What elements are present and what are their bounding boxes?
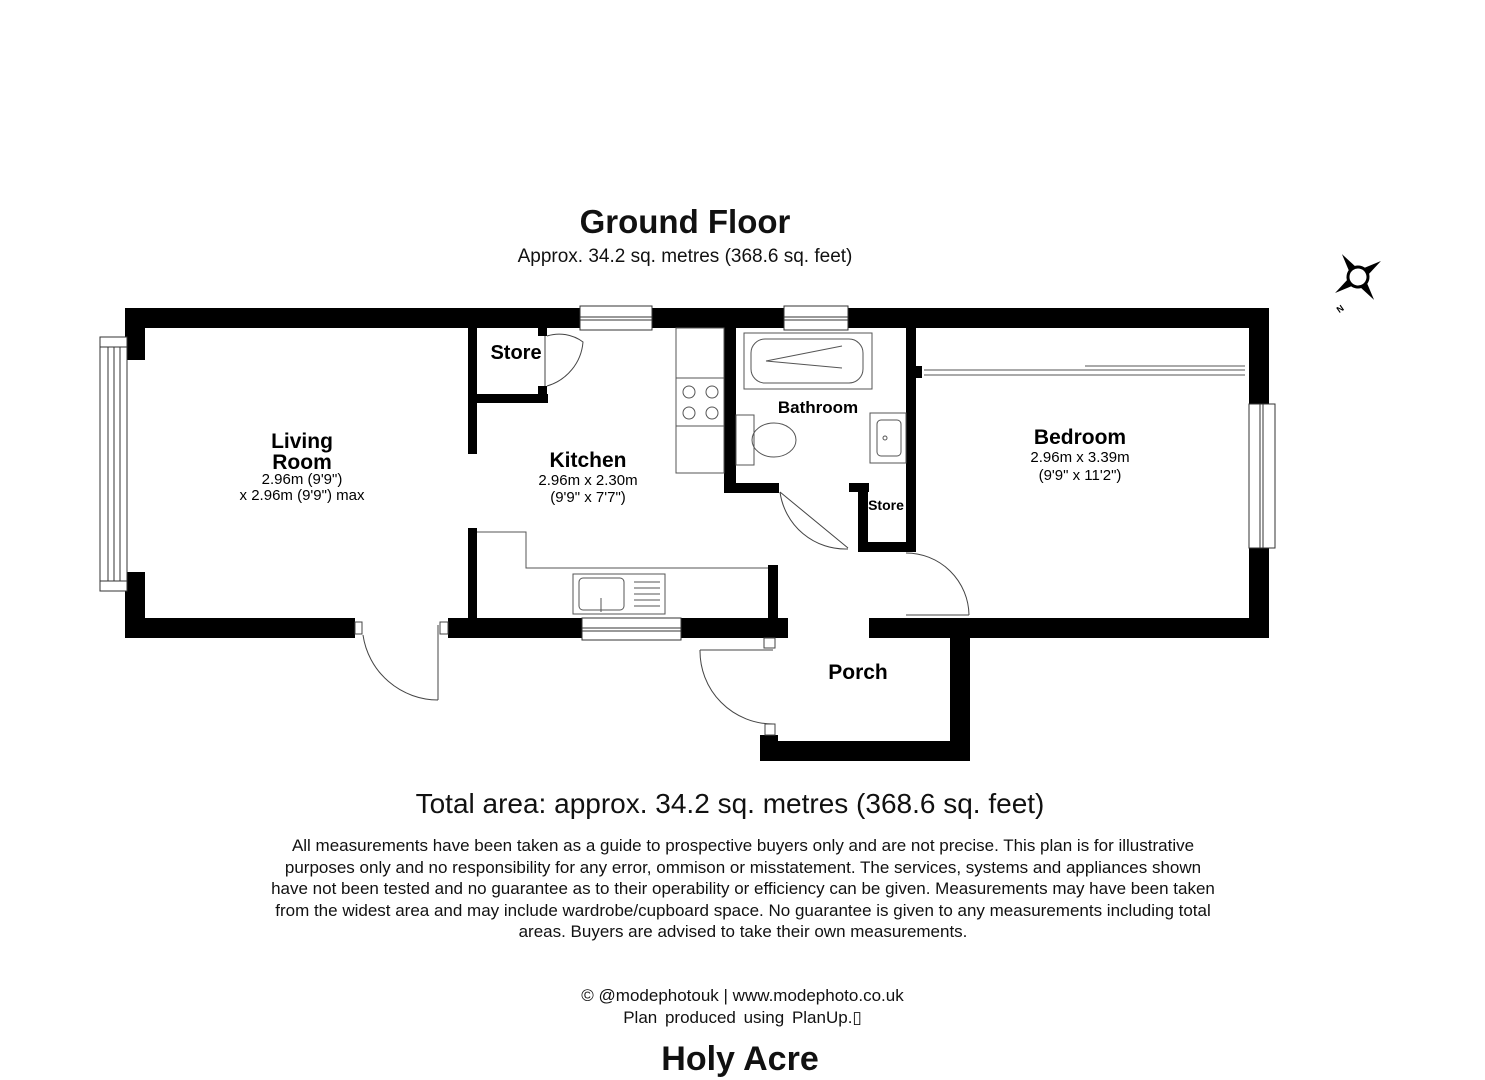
compass-north-label: N <box>1334 302 1346 315</box>
living-room-dim-line2: x 2.96m (9'9") max <box>239 487 365 504</box>
bedroom-dim-line1: 2.96m x 3.39m <box>1030 449 1130 466</box>
kitchen-dim-line2: (9'9" x 7'7") <box>550 489 626 506</box>
floor-area: Approx. 34.2 sq. metres (368.6 sq. feet) <box>517 246 853 267</box>
hob-icon <box>676 378 724 426</box>
total-area: Total area: approx. 34.2 sq. metres (368.6 sq. feet) <box>415 788 1045 819</box>
bath-icon <box>744 333 872 389</box>
basin-icon <box>870 413 906 463</box>
toilet-icon <box>736 415 796 465</box>
store-top-name: Store <box>490 342 542 364</box>
compass-rose-icon <box>1319 238 1397 316</box>
kitchen-name: Kitchen <box>549 449 627 472</box>
sink-icon <box>573 574 665 614</box>
store-small-name: Store <box>868 497 904 513</box>
bedroom-dim-line2: (9'9" x 11'2") <box>1038 467 1122 484</box>
porch-name: Porch <box>828 661 888 684</box>
credit-line: © @modephotouk | www.modephoto.co.uk <box>581 986 904 1005</box>
living-room-dim-line1: 2.96m (9'9") <box>261 471 343 488</box>
walls <box>125 308 1269 761</box>
bathroom-name: Bathroom <box>777 398 859 417</box>
planup-credit: Plan produced using PlanUp.▯ <box>623 1008 862 1027</box>
kitchen-dim-line1: 2.96m x 2.30m <box>538 472 638 489</box>
bedroom-name: Bedroom <box>1033 426 1127 449</box>
floor-title: Ground Floor <box>579 203 791 240</box>
disclaimer-text: All measurements have been taken as a guide to prospective buyers only and are not precise. This plan is for illustrative purposes only and no responsibility for any error, ommison or misstatement. The services, systems and appliances shown have not been tested and no guarantee as to their operability or efficiency can be given. Measurements may have been taken from the widest area and may include wardrobe/cupboard space. No guarantee is given to any measurements including total areas. Buyers are advised to take their own measurements. <box>271 836 1215 941</box>
living-room-name-line1: Living <box>271 430 333 453</box>
property-name: Holy Acre <box>661 1040 819 1078</box>
living-room-name-line2: Room <box>272 451 332 474</box>
